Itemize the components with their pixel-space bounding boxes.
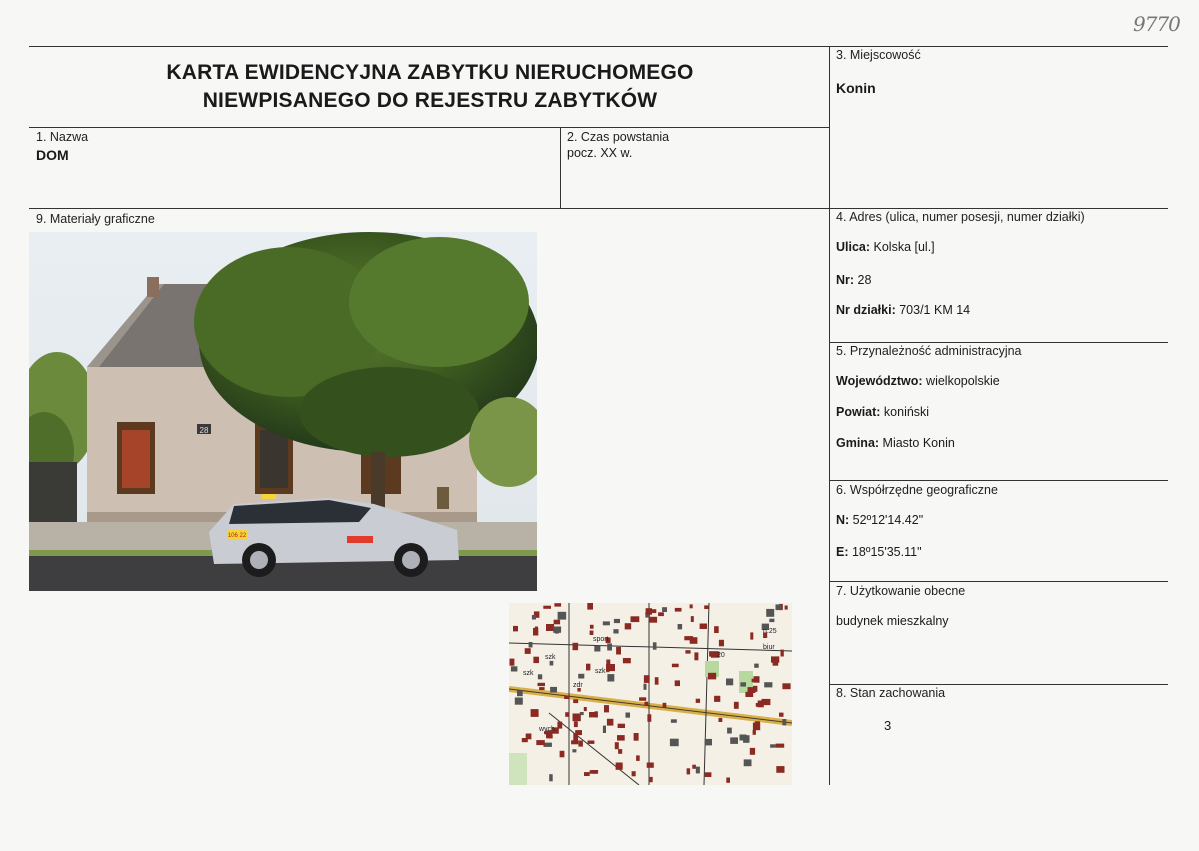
coord-n-value: 52º12'14.42"	[849, 513, 924, 527]
topographic-map	[509, 603, 792, 785]
woj-value: wielkopolskie	[922, 374, 1000, 388]
map-building	[663, 703, 667, 708]
map-building	[650, 777, 653, 782]
map-building	[719, 640, 724, 647]
map-building	[531, 709, 539, 717]
rule-top	[29, 46, 1168, 47]
divider-name-date	[560, 127, 561, 209]
map-building	[636, 755, 640, 761]
map-building	[782, 719, 786, 725]
map-building	[538, 674, 542, 679]
map-building	[571, 740, 578, 744]
map-building	[590, 631, 594, 636]
coord-e-value: 18º15'35.11"	[848, 545, 922, 559]
rule-row1-bottom	[29, 208, 1168, 209]
map-building	[550, 687, 557, 693]
dzialka-key: Nr działki:	[836, 303, 896, 317]
map-building	[687, 768, 691, 774]
nazwa-label: 1. Nazwa	[36, 130, 89, 144]
map-building	[626, 713, 631, 718]
map-building	[543, 606, 551, 609]
map-building	[753, 730, 756, 735]
map-building	[549, 774, 553, 781]
map-building	[572, 749, 576, 752]
map-building	[580, 712, 584, 715]
map-building	[525, 648, 531, 654]
map-building	[614, 619, 620, 623]
coord-e-row	[836, 545, 922, 559]
ulica-value: Kolska [ul.]	[870, 240, 935, 254]
nr-value: 28	[854, 273, 872, 287]
map-building	[604, 705, 609, 712]
powiat-key: Powiat:	[836, 405, 881, 419]
map-building	[590, 625, 594, 629]
map-building	[646, 608, 652, 615]
map-building	[748, 687, 756, 693]
map-label: biur	[763, 644, 775, 651]
map-building	[685, 650, 690, 653]
map-building	[653, 642, 657, 649]
map-building	[714, 696, 720, 702]
map-building	[578, 674, 584, 679]
map-building	[770, 744, 776, 747]
map-building	[588, 741, 595, 744]
map-building	[764, 682, 772, 687]
map-building	[618, 749, 622, 754]
map-building	[753, 723, 760, 731]
map-building	[573, 714, 581, 722]
miejscowosc-value: Konin	[836, 80, 876, 96]
map-label: zdr	[573, 682, 583, 689]
map-building	[782, 683, 790, 689]
map-building	[575, 730, 582, 735]
map-building	[634, 733, 639, 741]
gmina-row	[836, 436, 955, 450]
map-building	[548, 735, 553, 738]
map-building	[564, 696, 569, 699]
coord-n-key: N:	[836, 513, 850, 527]
map-building	[623, 658, 631, 663]
map-building	[727, 728, 732, 734]
map-label: szk	[545, 654, 556, 661]
map-building	[705, 739, 712, 746]
map-building	[714, 626, 719, 633]
map-building	[750, 748, 755, 755]
map-building	[615, 742, 619, 749]
map-building	[590, 770, 598, 774]
map-label: 20	[717, 652, 725, 659]
map-building	[533, 657, 539, 663]
map-building	[655, 677, 659, 685]
przynaleznosc-label: 5. Przynależność administracyjna	[836, 344, 1022, 358]
map-building	[758, 701, 764, 708]
map-building	[532, 615, 536, 620]
wojewodztwo-row	[836, 374, 1000, 388]
czas-value: pocz. XX w.	[567, 146, 633, 160]
map-building	[587, 603, 593, 610]
map-building	[560, 751, 565, 758]
map-building	[603, 726, 606, 733]
adres-label: 4. Adres (ulica, numer posesji, numer działki)	[836, 210, 1085, 224]
map-building	[565, 712, 569, 717]
map-label: wych	[539, 726, 555, 733]
map-building	[694, 652, 698, 660]
map-building	[613, 629, 618, 633]
map-building	[573, 699, 578, 703]
map-building	[776, 604, 782, 610]
map-building	[603, 621, 610, 625]
map-building	[771, 656, 779, 662]
map-label: n.25	[763, 628, 777, 635]
map-building	[606, 664, 615, 671]
map-building	[647, 714, 651, 722]
map-building	[517, 691, 523, 697]
map-building	[573, 643, 579, 650]
map-building	[632, 771, 636, 776]
map-building	[752, 679, 755, 683]
map-building	[658, 612, 664, 616]
document-title-line1: KARTA EWIDENCYJNA ZABYTKU NIERUCHOMEGO	[166, 61, 694, 84]
rule-section6	[829, 480, 1168, 481]
map-building	[730, 737, 738, 744]
rule-section5	[829, 342, 1168, 343]
gmina-key: Gmina:	[836, 436, 880, 450]
map-building	[696, 699, 700, 703]
miejscowosc-label: 3. Miejscowość	[836, 48, 921, 62]
map-label: sport	[593, 636, 609, 643]
powiat-row	[836, 405, 929, 419]
map-building	[675, 680, 680, 686]
map-building	[769, 619, 774, 622]
map-building	[515, 698, 523, 705]
map-building	[776, 744, 785, 748]
taxi-plate: 106 22	[227, 533, 247, 539]
nr-key: Nr:	[836, 273, 855, 287]
map-building	[578, 741, 583, 747]
map-building	[584, 772, 590, 776]
map-building	[766, 609, 774, 617]
map-building	[607, 674, 614, 681]
divider-right-column	[829, 46, 830, 785]
house-photo	[29, 232, 537, 591]
nazwa-value: DOM	[36, 147, 69, 163]
map-label: szk	[595, 668, 606, 675]
map-building	[586, 664, 590, 671]
map-building	[644, 684, 647, 690]
map-building	[589, 712, 595, 717]
map-building	[750, 632, 753, 639]
woj-key: Województwo:	[836, 374, 923, 388]
map-building	[539, 687, 545, 690]
map-building	[644, 702, 648, 706]
map-building	[690, 604, 693, 608]
document-title-line2: NIEWPISANEGO DO REJESTRU ZABYTKÓW	[202, 89, 658, 112]
map-building	[705, 772, 712, 777]
map-building	[734, 702, 739, 709]
map-building	[618, 724, 625, 728]
map-building	[744, 759, 752, 766]
gmina-value: Miasto Konin	[879, 436, 955, 450]
handwritten-annotation: 9770	[1133, 12, 1180, 36]
map-building	[647, 763, 654, 768]
map-building	[776, 766, 784, 773]
map-building	[670, 739, 679, 747]
map-building	[574, 721, 578, 727]
map-building	[617, 735, 625, 741]
map-building	[675, 608, 682, 612]
map-building	[554, 620, 561, 625]
map-building	[594, 646, 600, 652]
rule-section8	[829, 684, 1168, 685]
ulica-key: Ulica:	[836, 240, 871, 254]
map-building	[644, 675, 650, 683]
map-building	[554, 603, 561, 606]
house-number-plate: 28	[199, 426, 209, 435]
map-building	[704, 605, 709, 609]
map-building	[708, 673, 716, 680]
map-building	[535, 627, 538, 634]
map-building	[779, 713, 784, 717]
czas-label: 2. Czas powstania	[567, 130, 670, 144]
map-building	[513, 626, 518, 632]
map-building	[662, 607, 667, 612]
map-building	[719, 718, 723, 722]
map-building	[625, 623, 632, 629]
map-building	[510, 659, 515, 666]
map-building	[678, 624, 683, 629]
map-label: szk	[523, 670, 534, 677]
map-building	[616, 763, 623, 770]
map-building	[631, 616, 640, 622]
map-building	[607, 719, 614, 726]
uzytkowanie-label: 7. Użytkowanie obecne	[836, 584, 966, 598]
powiat-value: koniński	[880, 405, 930, 419]
map-building	[692, 765, 696, 769]
adres-nr	[836, 273, 871, 287]
map-building	[550, 661, 554, 666]
map-building	[557, 722, 562, 729]
stan-label: 8. Stan zachowania	[836, 686, 946, 700]
map-building	[546, 624, 554, 631]
uzytkowanie-value: budynek mieszkalny	[836, 614, 949, 628]
map-building	[726, 679, 733, 686]
map-building	[558, 612, 567, 620]
map-building	[691, 616, 694, 622]
coord-e-key: E:	[836, 545, 849, 559]
rule-title-bottom	[29, 127, 829, 128]
map-building	[511, 666, 518, 671]
map-building	[607, 644, 612, 651]
map-building	[536, 740, 545, 745]
map-building	[684, 636, 693, 640]
map-building	[781, 650, 784, 657]
dzialka-value: 703/1 KM 14	[895, 303, 971, 317]
map-building	[785, 606, 788, 610]
map-building	[754, 664, 759, 668]
map-building	[671, 719, 677, 723]
map-building	[696, 767, 700, 774]
materialy-label: 9. Materiały graficzne	[36, 212, 155, 226]
map-building	[726, 778, 730, 783]
map-building	[639, 697, 646, 701]
rule-section7	[829, 581, 1168, 582]
map-building	[672, 664, 679, 668]
stan-value: 3	[884, 718, 892, 733]
map-building	[584, 707, 587, 711]
adres-dzialka	[836, 303, 970, 317]
coord-n-row	[836, 513, 923, 527]
map-building	[522, 738, 528, 742]
adres-ulica	[836, 240, 935, 254]
map-building	[538, 683, 546, 686]
map-building	[529, 642, 533, 648]
map-building	[553, 627, 561, 633]
map-building	[649, 617, 657, 623]
map-building	[616, 647, 621, 655]
wspolrzedne-label: 6. Współrzędne geograficzne	[836, 483, 998, 497]
map-building	[740, 735, 747, 741]
map-building	[700, 624, 707, 630]
map-building	[740, 682, 746, 686]
